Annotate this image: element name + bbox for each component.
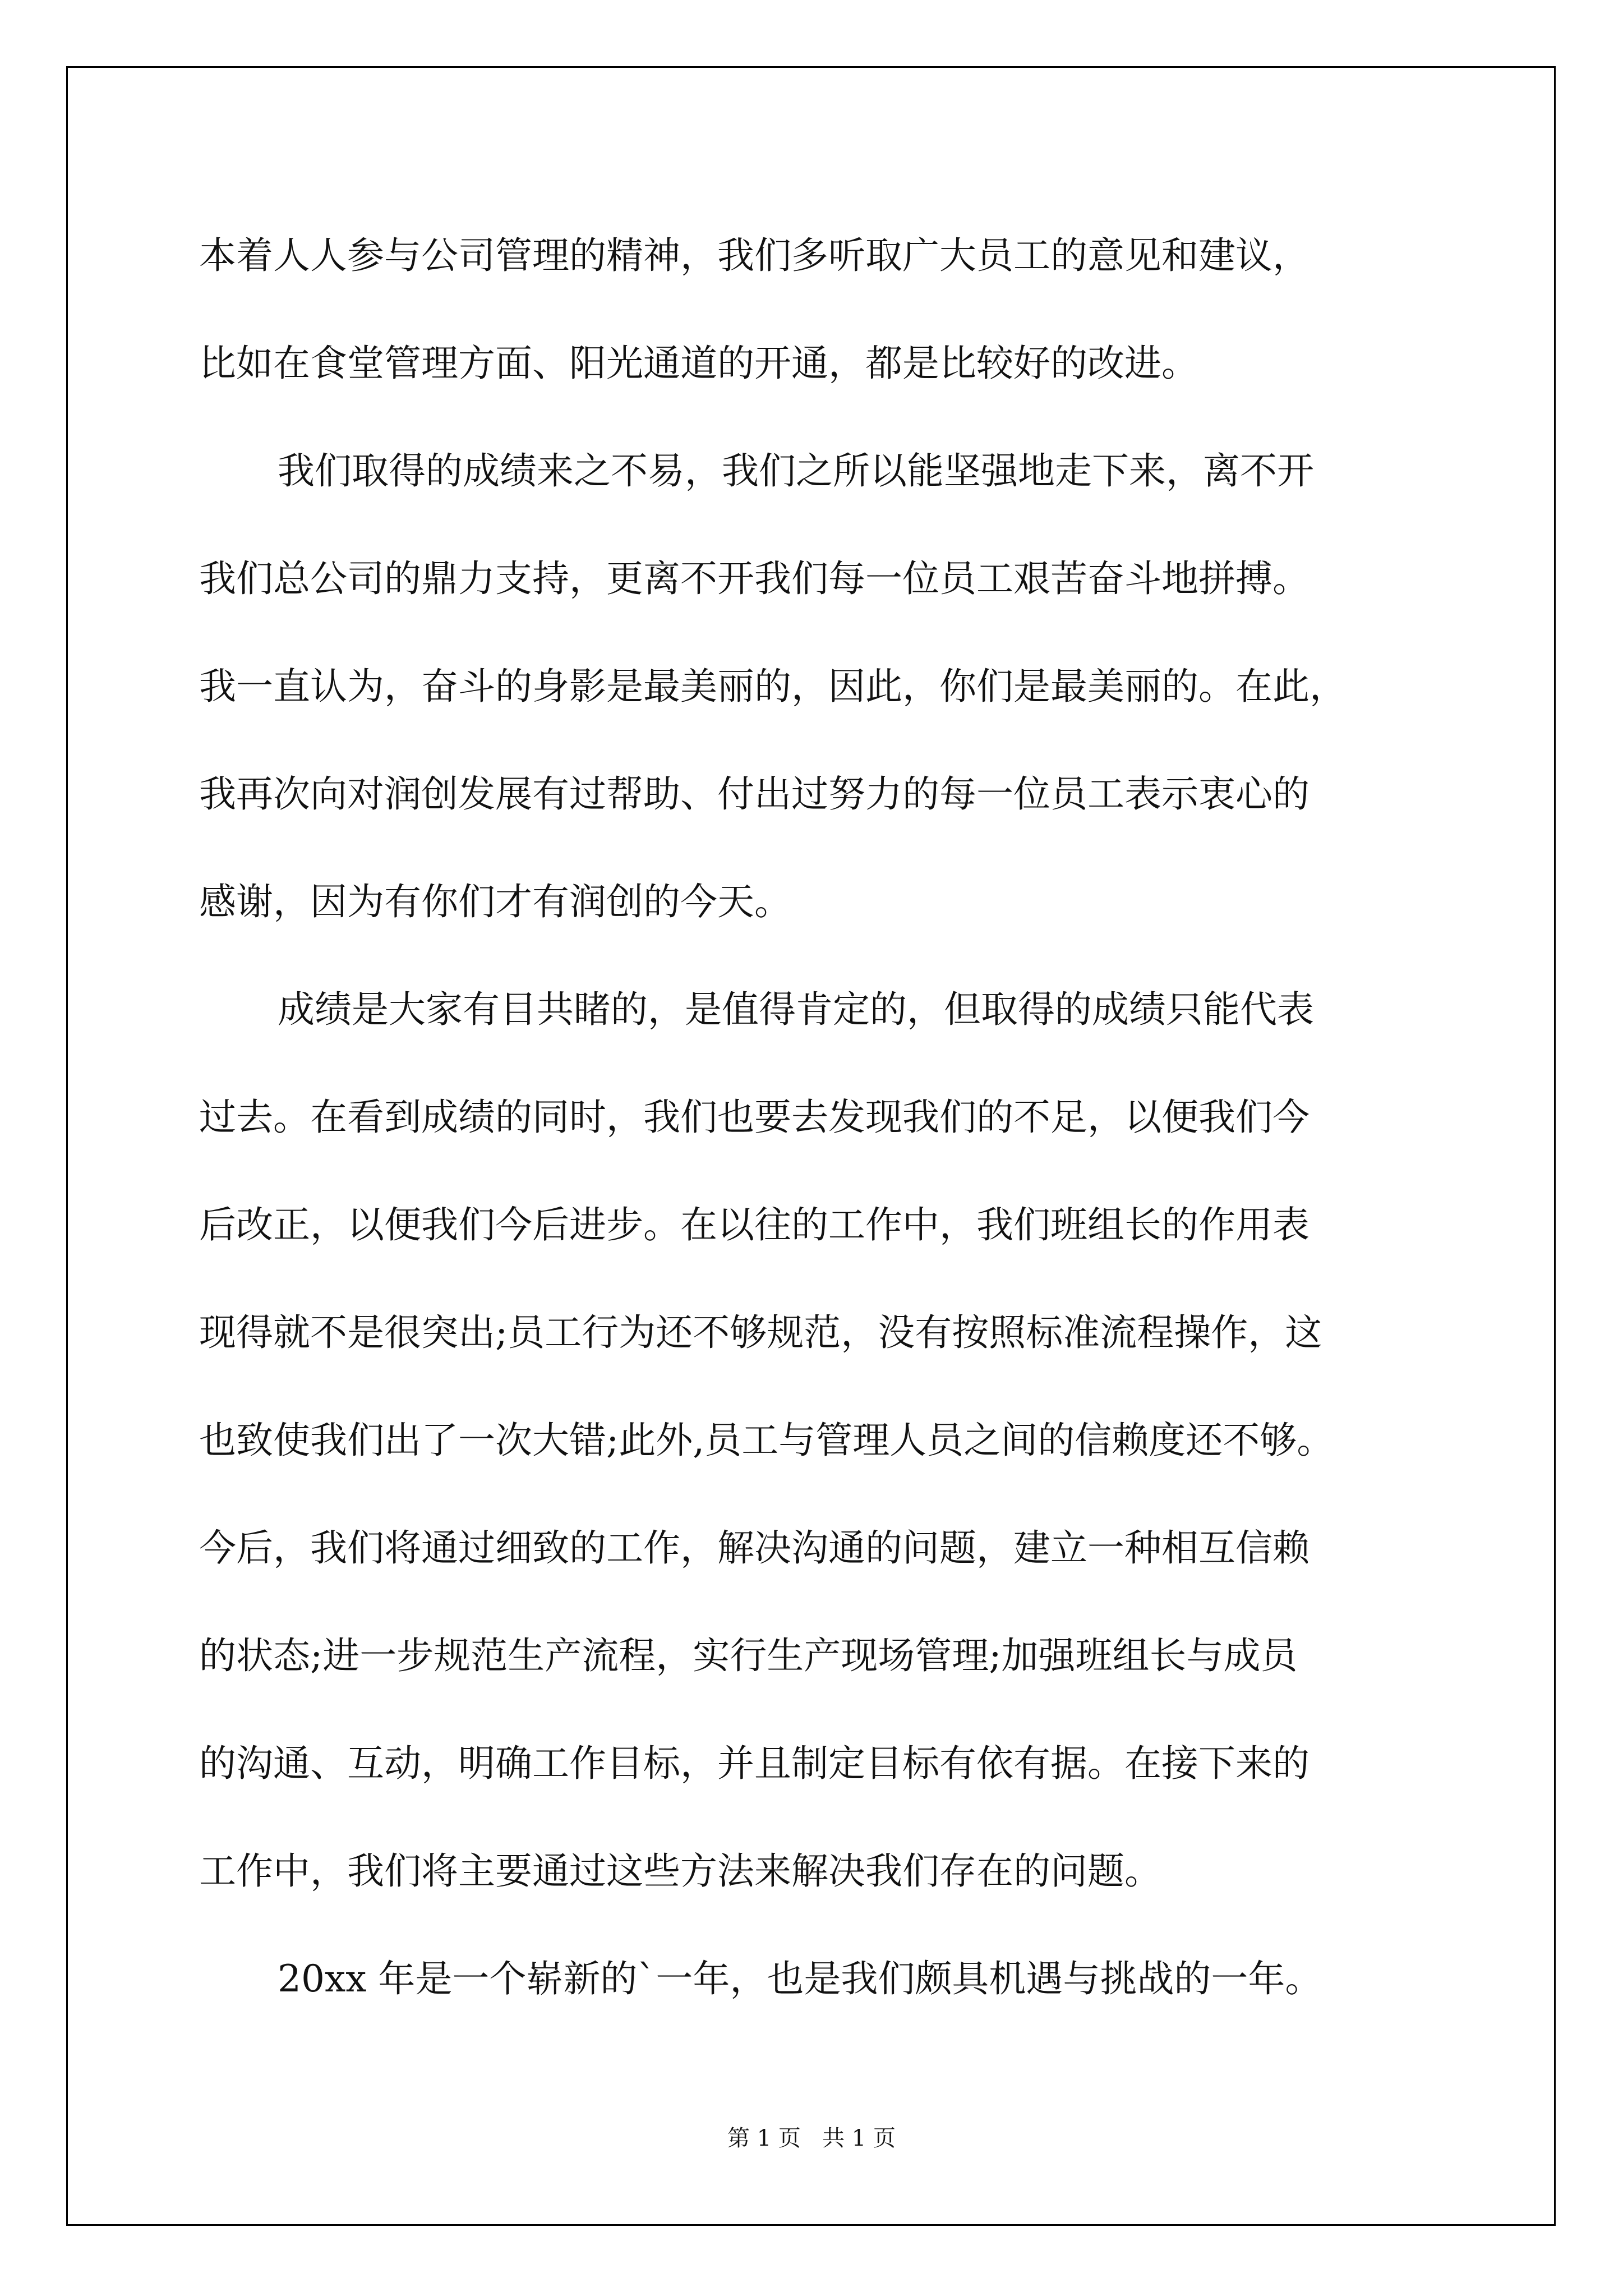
text-line: 工作中，我们将主要通过这些方法来解决我们存在的问题。 xyxy=(199,1849,1161,1893)
text-line: 的沟通、互动，明确工作目标，并且制定目标有依有据。在接下来的 xyxy=(199,1742,1310,1785)
text-line: 比如在食堂管理方面、阳光通道的开通，都是比较好的改进。 xyxy=(199,342,1198,385)
text-line: 我们取得的成绩来之不易，我们之所以能坚强地走下来，离不开 xyxy=(278,449,1314,493)
text-line: 过去。在看到成绩的同时，我们也要去发现我们的不足，以便我们今 xyxy=(199,1096,1310,1139)
text-line: 20xx 年是一个崭新的`一年，也是我们颇具机遇与挑战的一年。 xyxy=(278,1957,1322,2000)
document-body xyxy=(199,202,1433,2033)
text-line: 感谢，因为有你们才有润创的今天。 xyxy=(199,880,791,923)
text-line: 本着人人参与公司管理的精神，我们多听取广大员工的意见和建议， xyxy=(199,234,1310,277)
text-line: 我再次向对润创发展有过帮助、付出过努力的每一位员工表示衷心的 xyxy=(199,772,1310,816)
text-line: 后改正，以便我们今后进步。在以往的工作中，我们班组长的作用表 xyxy=(199,1203,1310,1246)
text-line: 我一直认为，奋斗的身影是最美丽的，因此，你们是最美丽的。在此， xyxy=(199,665,1347,708)
text-line: 今后，我们将通过细致的工作，解决沟通的问题，建立一种相互信赖 xyxy=(199,1526,1310,1570)
text-line: 也致使我们出了一次大错;此外,员工与管理人员之间的信赖度还不够。 xyxy=(199,1419,1334,1462)
text-line: 我们总公司的鼎力支持，更离不开我们每一位员工艰苦奋斗地拼搏。 xyxy=(199,557,1310,600)
text-line: 的状态;进一步规范生产流程，实行生产现场管理;加强班组长与成员 xyxy=(199,1634,1298,1677)
text-line: 成绩是大家有目共睹的，是值得肯定的，但取得的成绩只能代表 xyxy=(278,988,1314,1031)
text-line: 现得就不是很突出;员工行为还不够规范，没有按照标准流程操作，这 xyxy=(199,1311,1322,1354)
page-footer: 第 1 页 共 1 页 xyxy=(727,2125,896,2151)
